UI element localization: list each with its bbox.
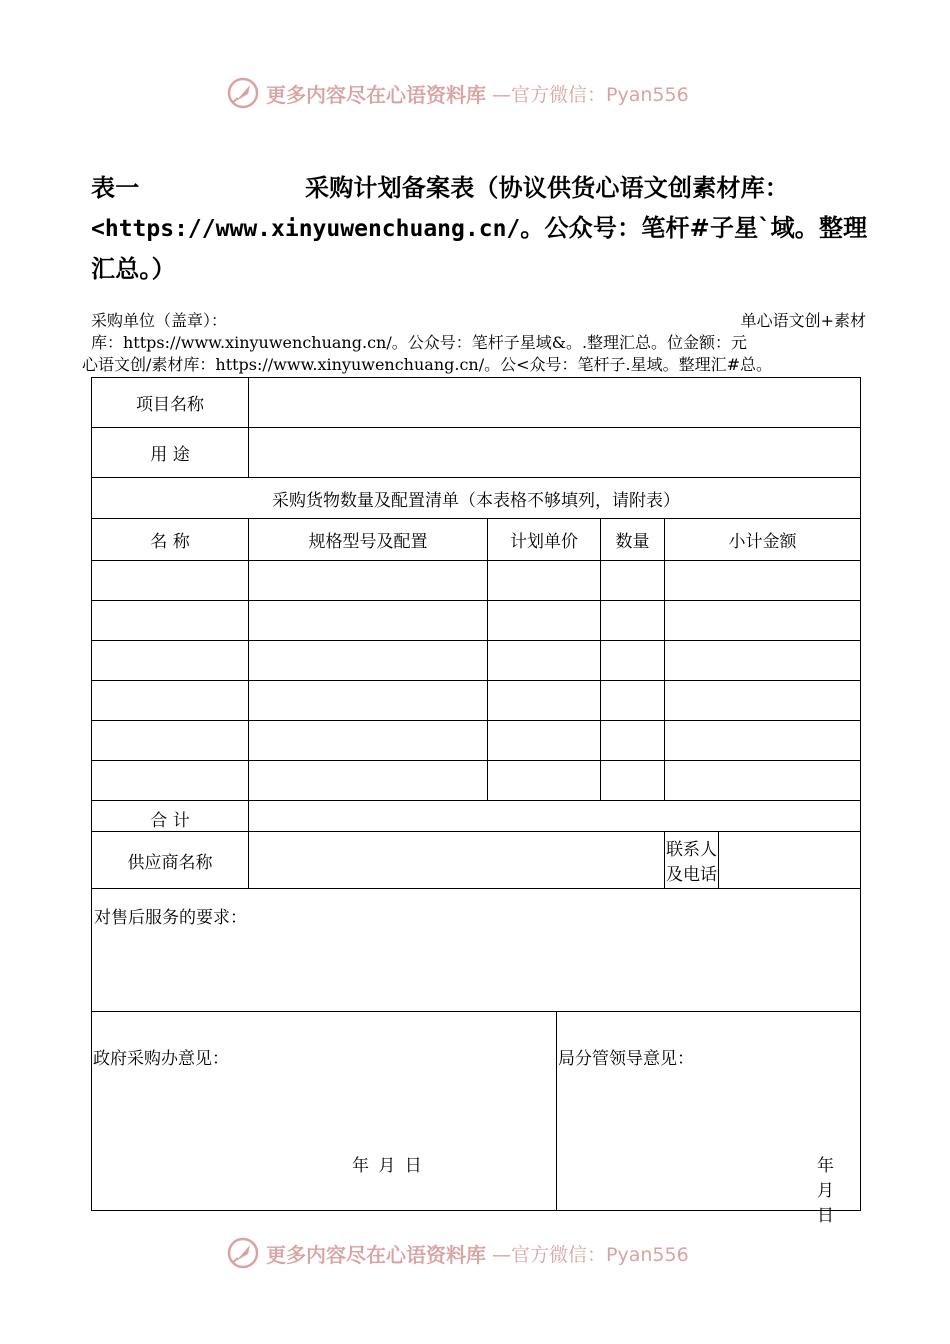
leader-opinion-field[interactable] bbox=[557, 1012, 861, 1226]
total-label: 合 计 bbox=[92, 801, 249, 832]
total-field[interactable] bbox=[249, 801, 861, 832]
item-spec-cell[interactable] bbox=[249, 601, 488, 641]
banner-wechat-text: —官方微信：Pyan556 bbox=[492, 1243, 689, 1266]
watermark-banner-bottom bbox=[226, 1233, 726, 1273]
item-quantity-cell[interactable] bbox=[601, 721, 665, 761]
item-subtotal-cell[interactable] bbox=[665, 641, 861, 681]
purpose-label: 用 途 bbox=[92, 428, 249, 478]
banner-wechat-text: —官方微信：Pyan556 bbox=[492, 83, 689, 106]
table-row bbox=[92, 601, 861, 641]
purchasing-unit-label: 采购单位（盖章）： bbox=[91, 311, 228, 330]
column-header-quantity: 数量 bbox=[601, 519, 665, 561]
column-header-subtotal: 小计金额 bbox=[665, 519, 861, 561]
title-url: <https://www.xinyuwenchuang.cn/ bbox=[91, 216, 521, 242]
item-name-cell[interactable] bbox=[92, 681, 249, 721]
gov-procurement-opinion-label: 政府采购办意见： bbox=[93, 1049, 229, 1069]
banner-brand-text: 更多内容尽在心语资料库 bbox=[266, 82, 486, 107]
item-spec-cell[interactable] bbox=[249, 561, 488, 601]
item-price-cell[interactable] bbox=[488, 561, 601, 601]
supplier-name-label: 供应商名称 bbox=[92, 832, 249, 889]
watermark-banner-top bbox=[226, 73, 726, 113]
leader-opinion-label: 局分管领导意见： bbox=[558, 1049, 694, 1069]
after-sales-requirements-label: 对售后服务的要求： bbox=[94, 908, 247, 928]
column-header-spec: 规格型号及配置 bbox=[249, 519, 488, 561]
contact-phone-field[interactable] bbox=[719, 832, 861, 889]
item-subtotal-cell[interactable] bbox=[665, 761, 861, 801]
item-price-cell[interactable] bbox=[488, 761, 601, 801]
item-price-cell[interactable] bbox=[488, 681, 601, 721]
item-subtotal-cell[interactable] bbox=[665, 561, 861, 601]
table-number-label: 表一 bbox=[91, 174, 140, 202]
leader-opinion-date: 年 月 日 bbox=[817, 1156, 836, 1226]
table-row bbox=[92, 681, 861, 721]
item-spec-cell[interactable] bbox=[249, 761, 488, 801]
item-name-cell[interactable] bbox=[92, 761, 249, 801]
item-price-cell[interactable] bbox=[488, 721, 601, 761]
table-row bbox=[92, 761, 861, 801]
table-row bbox=[92, 721, 861, 761]
table-row bbox=[92, 561, 861, 601]
item-price-cell[interactable] bbox=[488, 601, 601, 641]
item-subtotal-cell[interactable] bbox=[665, 681, 861, 721]
purpose-field[interactable] bbox=[249, 428, 861, 478]
meta-line-2: 库：https://www.xinyuwenchuang.cn/。公众号：笔杆子星域&。.整理汇总。位金额：元 bbox=[91, 333, 748, 352]
contact-phone-label: 联系人及电话 bbox=[665, 832, 719, 889]
meta-line-3: 心语文创/素材库：https://www.xinyuwenchuang.cn/。公<众号：笔杆子.星域。整理汇#总。 bbox=[82, 355, 773, 374]
after-sales-requirements-field[interactable] bbox=[92, 889, 861, 1012]
item-name-cell[interactable] bbox=[92, 641, 249, 681]
meta-right-text: 单心语文创+素材 bbox=[740, 311, 866, 330]
supplier-name-field[interactable] bbox=[249, 832, 665, 889]
item-price-cell[interactable] bbox=[488, 641, 601, 681]
item-quantity-cell[interactable] bbox=[601, 761, 665, 801]
item-quantity-cell[interactable] bbox=[601, 681, 665, 721]
title-text-part1: 采购计划备案表（协议供货心语文创素材库： bbox=[305, 174, 789, 202]
project-name-field[interactable] bbox=[249, 378, 861, 428]
gov-opinion-date: 年 月 日 bbox=[352, 1156, 424, 1176]
form-meta bbox=[82, 310, 872, 376]
column-header-unit-price: 计划单价 bbox=[488, 519, 601, 561]
feather-pen-logo-icon bbox=[226, 1236, 260, 1270]
item-name-cell[interactable] bbox=[92, 601, 249, 641]
project-name-label: 项目名称 bbox=[92, 378, 249, 428]
item-name-cell[interactable] bbox=[92, 721, 249, 761]
banner-brand-text: 更多内容尽在心语资料库 bbox=[266, 1242, 486, 1267]
page-title bbox=[91, 168, 881, 289]
table-row bbox=[92, 641, 861, 681]
column-header-name: 名 称 bbox=[92, 519, 249, 561]
item-subtotal-cell[interactable] bbox=[665, 601, 861, 641]
goods-list-heading: 采购货物数量及配置清单（本表格不够填列，请附表） bbox=[92, 478, 861, 519]
item-spec-cell[interactable] bbox=[249, 641, 488, 681]
item-quantity-cell[interactable] bbox=[601, 641, 665, 681]
item-quantity-cell[interactable] bbox=[601, 561, 665, 601]
item-spec-cell[interactable] bbox=[249, 721, 488, 761]
item-quantity-cell[interactable] bbox=[601, 601, 665, 641]
feather-pen-logo-icon bbox=[226, 76, 260, 110]
item-name-cell[interactable] bbox=[92, 561, 249, 601]
gov-procurement-opinion-field[interactable] bbox=[92, 1012, 557, 1211]
title-text-part2: 。公众号：笔杆#子星`域。整理汇总。） bbox=[91, 214, 868, 283]
item-subtotal-cell[interactable] bbox=[665, 721, 861, 761]
item-spec-cell[interactable] bbox=[249, 681, 488, 721]
procurement-form-table bbox=[91, 377, 861, 1226]
